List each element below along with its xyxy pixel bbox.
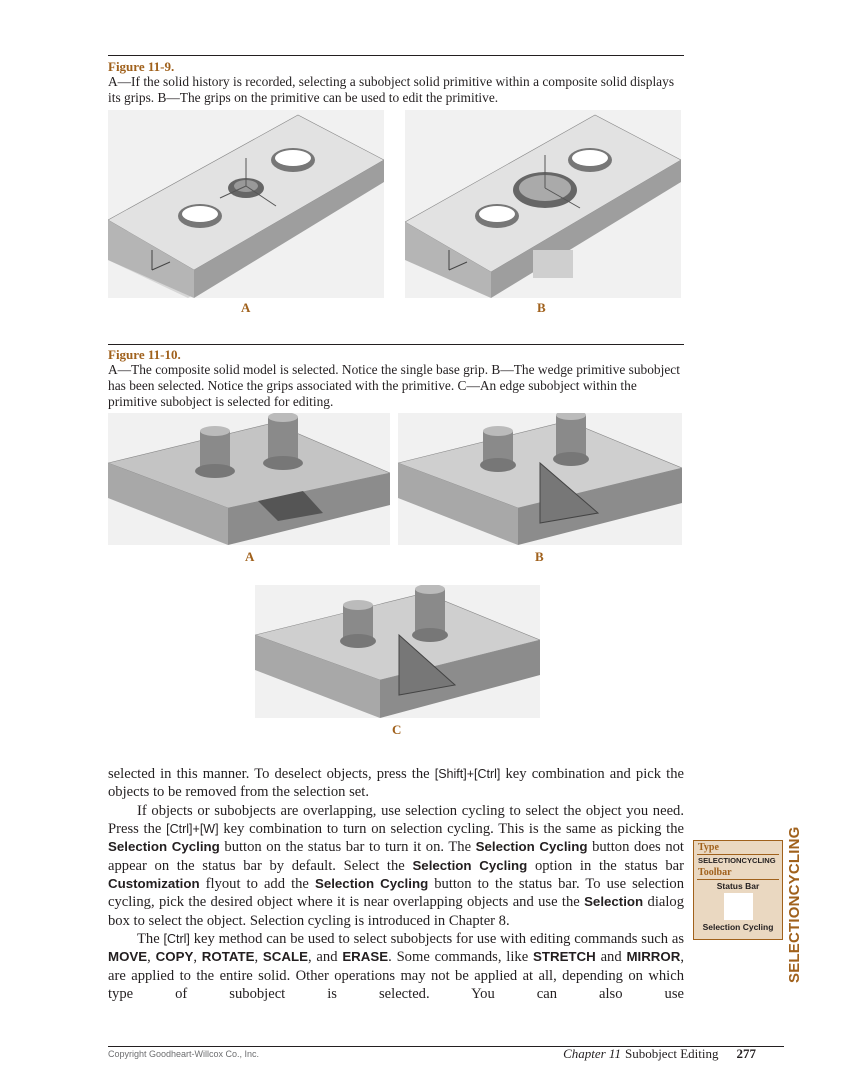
- figure-caption: A—If the solid history is recorded, selecting a subobject solid primitive within a composite solid displays its grips. B—The grips on the primitive can be used to edit the primitive.: [108, 74, 675, 105]
- chapter-title: Subobject Editing: [624, 1046, 719, 1061]
- key-combo: [Ctrl]: [163, 932, 190, 947]
- figure-label-a: A: [241, 300, 251, 315]
- figure-label-a: A: [245, 549, 255, 564]
- paragraph: [108, 765, 684, 802]
- text-run: dialog box to select the object. Selection cycling is introduced in Chapter 8.: [108, 894, 684, 929]
- text-run: selected in this manner. To deselect objects, press the: [108, 766, 435, 782]
- ui-term: Selection Cycling: [314, 876, 429, 892]
- command-name: SELECTIONCYCLING: [698, 856, 776, 865]
- divider: [697, 854, 779, 855]
- text-run: option in the status bar: [527, 857, 684, 874]
- ui-term: MIRROR: [626, 949, 681, 965]
- text-run: button on the status bar to turn it on. The: [219, 839, 476, 856]
- ui-term: Selection Cycling: [412, 857, 528, 873]
- text-run: button does not appear on the status bar by default. Select the: [108, 839, 684, 874]
- ui-term: Customization: [108, 876, 200, 892]
- text-run: flyout to add the: [199, 876, 315, 893]
- paragraph: [108, 930, 684, 1003]
- text-run: . Some commands, like: [388, 949, 533, 966]
- type-heading: Type: [698, 842, 719, 853]
- figure-caption: A—The composite solid model is selected. Notice the single base grip. B—The wedge primitive subobject has been selected. Notice the grips associated with the primitive. C—An edge subobject within the primitive subobject is selected for editing.: [108, 362, 680, 409]
- key-combo: [Shift]+[Ctrl]: [434, 767, 501, 781]
- ui-term: Selection Cycling: [108, 839, 220, 855]
- text-run: button to the status bar. To use selection cycling, pick the desired object where it is near overlapping objects and use the: [108, 876, 684, 911]
- ui-term: Selection Cycling: [475, 839, 588, 855]
- figure-rule: [108, 344, 684, 345]
- divider: [697, 879, 779, 880]
- figure-11-10-image-b: [398, 413, 682, 545]
- ui-term: Selection: [584, 894, 644, 910]
- copyright: Copyright Goodheart-Willcox Co., Inc.: [108, 1049, 260, 1059]
- command-sidebar: [693, 840, 783, 940]
- text-run: key combination to turn on selection cycling. This is the same as picking the: [218, 821, 684, 838]
- figure-label-b: B: [537, 300, 546, 315]
- paragraph: [108, 802, 684, 930]
- ui-term: STRETCH: [532, 949, 596, 965]
- text-run: , are applied to the entire solid. Other operations may not be applied at all, depending on which type of subobject is selected. You can also use: [108, 949, 685, 1003]
- figure-11-10-image-c: [255, 585, 540, 718]
- running-footer: [563, 1046, 756, 1062]
- ui-term: SCALE: [262, 949, 308, 965]
- figure-11-9-image-a: [108, 110, 384, 298]
- text-run: The: [137, 931, 164, 948]
- text-run: key method can be used to select subobjects for use with editing commands such as: [189, 931, 684, 948]
- figure-title: Figure 11-9.: [108, 59, 175, 74]
- sidebar-vertical-label: SELECTIONCYCLING: [786, 826, 803, 983]
- toolbar-name: Status Bar: [716, 881, 760, 891]
- ui-term: ROTATE: [201, 949, 255, 965]
- body-text: [108, 765, 684, 1003]
- ui-term: MOVE: [108, 949, 148, 965]
- chapter-number: Chapter 11: [563, 1046, 621, 1061]
- toolbar-heading: Toolbar: [698, 867, 732, 878]
- text-run: ,: [254, 949, 263, 966]
- button-label: Selection Cycling: [702, 922, 774, 932]
- figure-title: Figure 11-10.: [108, 347, 181, 362]
- figure-11-9-image-b: [405, 110, 681, 298]
- text-run: If objects or subobjects are overlapping, use selection cycling to select the object you need. Press the: [108, 802, 684, 838]
- page-number: 277: [736, 1046, 756, 1061]
- text-run: and: [595, 949, 627, 966]
- text-run: key combination and pick the objects to be removed from the selection set.: [108, 766, 684, 801]
- figure-rule: [108, 55, 684, 56]
- figure-label-b: B: [535, 549, 544, 564]
- selection-cycling-button-icon: [724, 893, 753, 920]
- ui-term: COPY: [155, 949, 194, 965]
- key-combo: [Ctrl]+[W]: [166, 822, 219, 837]
- text-run: , and: [307, 949, 343, 966]
- ui-term: ERASE: [342, 949, 389, 965]
- text-run: ,: [147, 949, 156, 966]
- figure-label-c: C: [392, 722, 402, 737]
- text-run: ,: [193, 949, 202, 966]
- figure-11-10-image-a: [108, 413, 390, 545]
